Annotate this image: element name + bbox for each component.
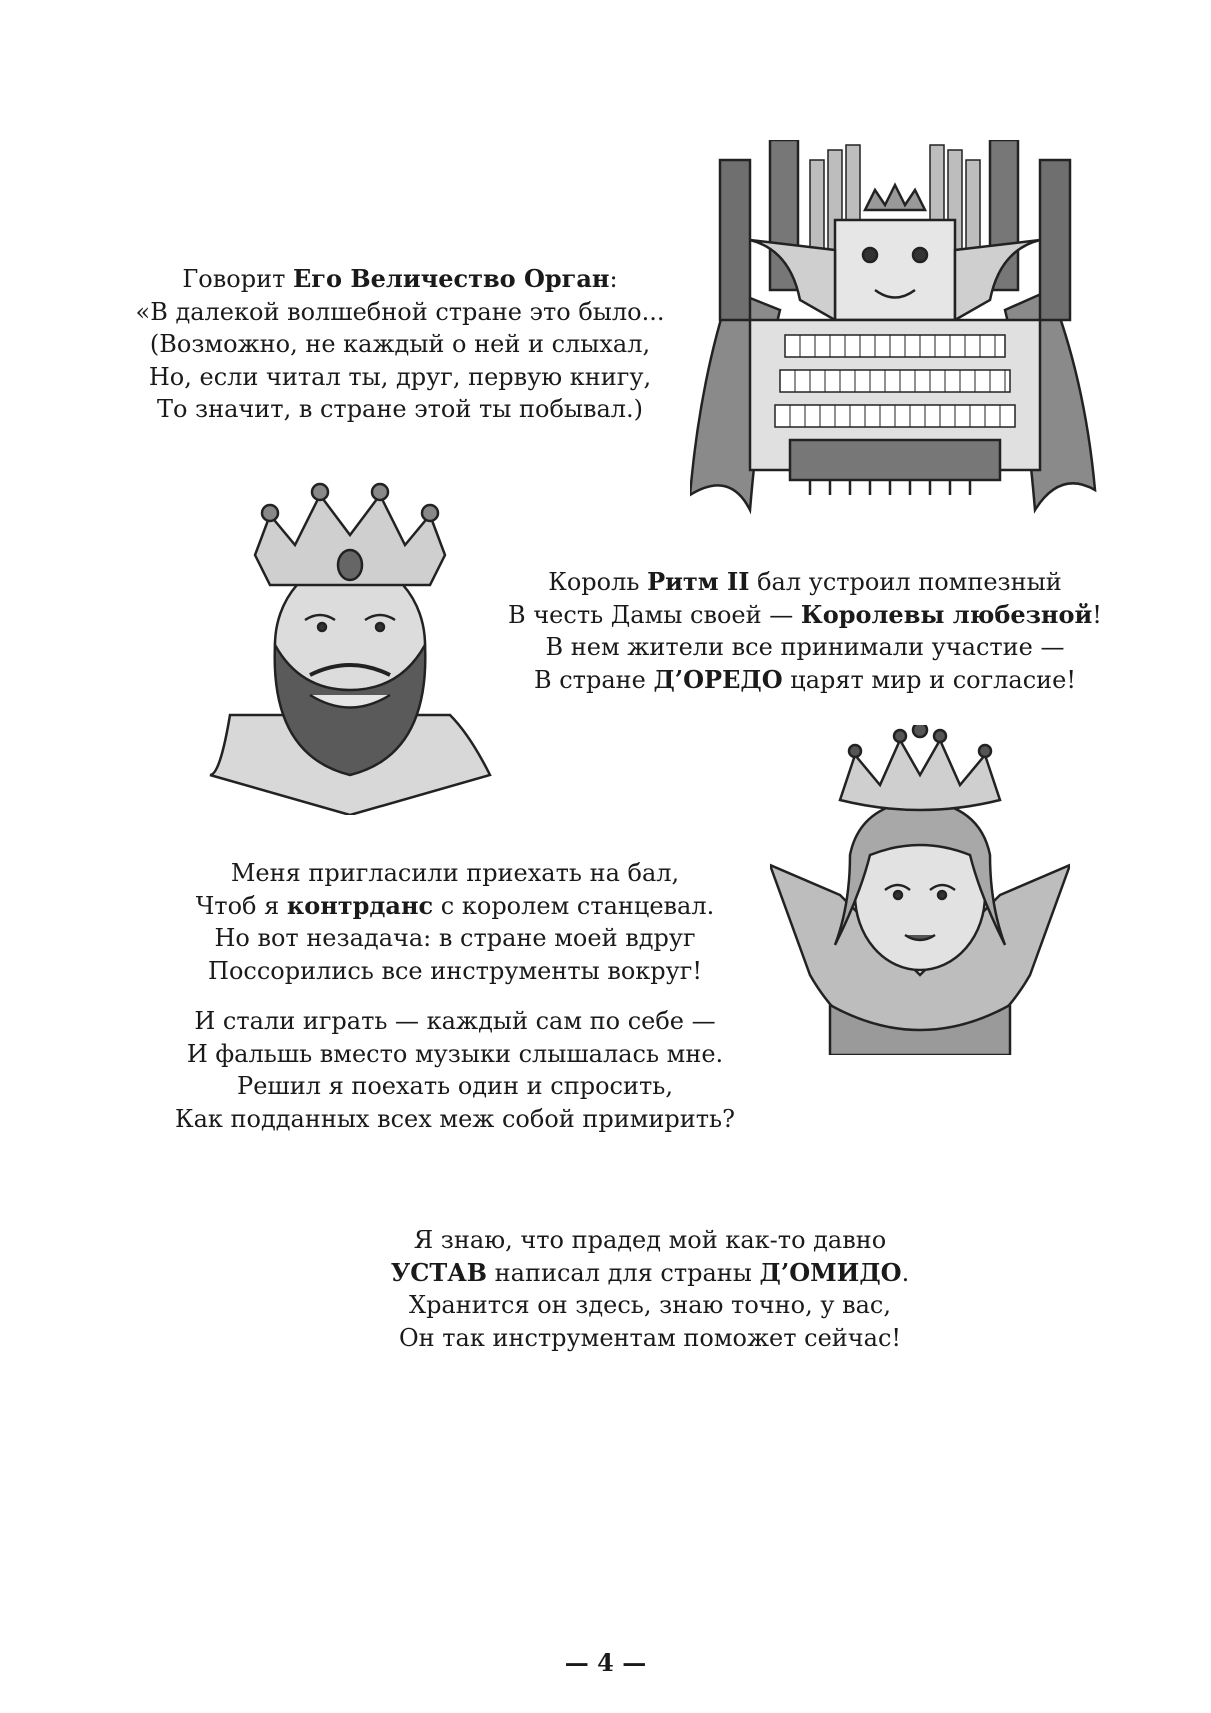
bold-name: Д’ОМИДО bbox=[759, 1257, 902, 1287]
bold-name: Ритм II bbox=[647, 567, 750, 596]
stanza-line: Решил я поехать один и спросить, bbox=[237, 1072, 673, 1101]
stanza-organ-speaks bbox=[120, 263, 680, 426]
stanza-line: И фальшь вместо музыки слышалась мне. bbox=[186, 1039, 724, 1068]
bold-name: Королевы любезной bbox=[800, 599, 1093, 629]
bold-term: контрданс bbox=[286, 890, 434, 920]
stanza-line: Меня пригласили приехать на бал, bbox=[230, 859, 680, 887]
stanza-charter bbox=[380, 1224, 920, 1354]
stanza-line: В честь Дамы своей — Королевы любезной! bbox=[508, 599, 1102, 629]
stanza-line: Говорит Его Величество Орган: bbox=[182, 264, 618, 293]
stanza-king-ball bbox=[505, 566, 1105, 696]
stanza-line: Поссорились все инструменты вокруг! bbox=[208, 956, 702, 985]
organ-illustration bbox=[690, 140, 1100, 530]
page-number: — 4 — bbox=[564, 1648, 647, 1677]
stanza-line: Но вот незадача: в стране моей вдруг bbox=[214, 924, 696, 953]
stanza-line: То значит, в стране этой ты побывал.) bbox=[156, 395, 644, 424]
queen-portrait-illustration bbox=[770, 725, 1070, 1055]
bold-name: Его Величество Орган bbox=[292, 264, 610, 293]
stanza-line: В стране Д’ОРЕДО царят мир и согласие! bbox=[533, 664, 1077, 694]
stanza-line: Король Ритм II бал устроил помпезный bbox=[548, 567, 1062, 596]
stanza-invitation bbox=[175, 857, 735, 987]
stanza-line: В нем жители все принимали участие — bbox=[545, 633, 1065, 662]
stanza-line: Хранится он здесь, знаю точно, у вас, bbox=[408, 1291, 891, 1320]
bold-name: Д’ОРЕДО bbox=[653, 664, 783, 694]
stanza-line: Я знаю, что прадед мой как-то давно bbox=[413, 1226, 887, 1254]
stanza-line: «В далекой волшебной стране это было... bbox=[135, 297, 665, 326]
stanza-line: Как подданных всех меж собой примирить? bbox=[175, 1104, 735, 1133]
stanza-line: И стали играть — каждый сам по себе — bbox=[194, 1007, 716, 1035]
stanza-line: Но, если читал ты, друг, первую книгу, bbox=[148, 362, 652, 391]
stanza-line: УСТАВ написал для страны Д’ОМИДО. bbox=[390, 1257, 910, 1287]
stanza-line: (Возможно, не каждый о ней и слыхал, bbox=[149, 330, 651, 359]
bold-term: УСТАВ bbox=[390, 1257, 488, 1287]
stanza-line: Он так инструментам поможет сейчас! bbox=[398, 1323, 902, 1352]
stanza-line: Чтоб я контрданс с королем станцевал. bbox=[195, 890, 715, 920]
king-portrait-illustration bbox=[200, 475, 500, 815]
stanza-discord bbox=[175, 1005, 735, 1135]
